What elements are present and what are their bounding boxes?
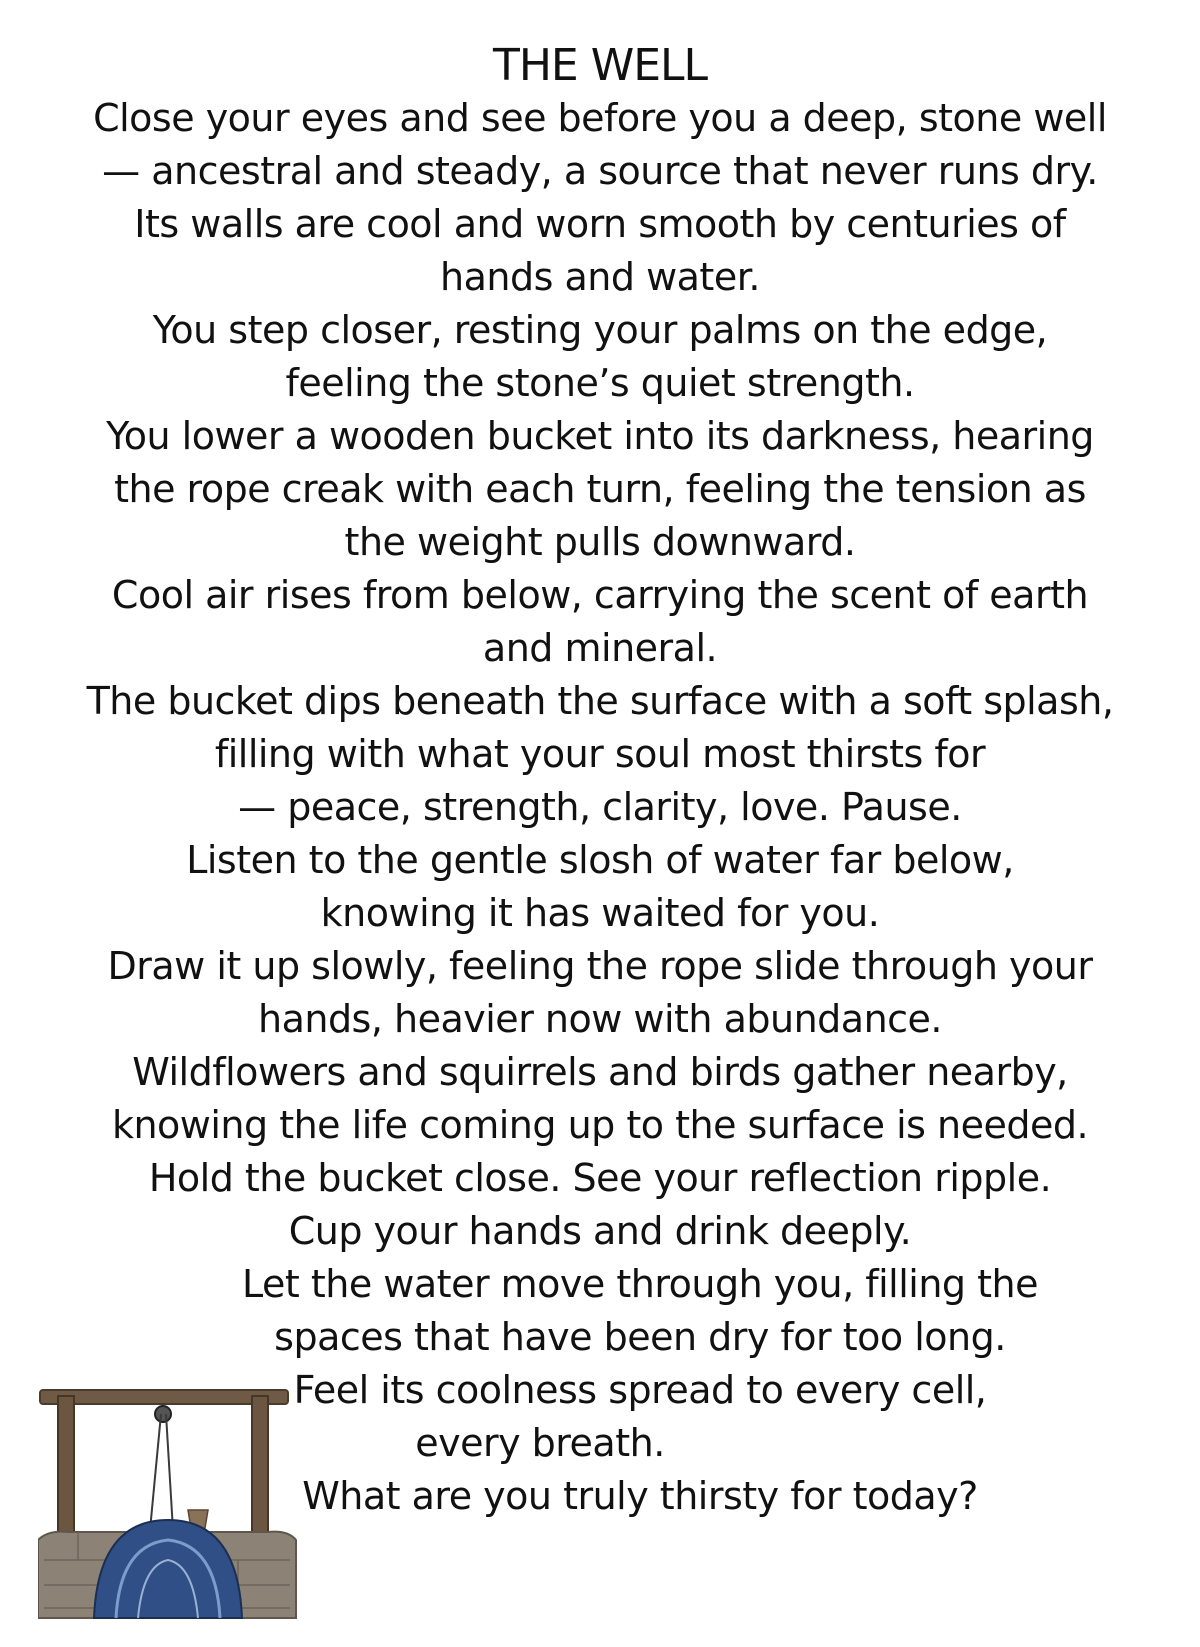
poem-line: — peace, strength, clarity, love. Pause. [238,785,962,829]
poem-line: and mineral. [482,626,718,670]
poem-line: the rope creak with each turn, feeling the tension as [114,467,1086,511]
poem-line: Listen to the gentle slosh of water far below, [186,838,1014,882]
poem-line: Close your eyes and see before you a deep, stone well [93,96,1107,140]
poem-line: Let the water move through you, filling the [242,1262,1038,1306]
poem-line: Hold the bucket close. See your reflection ripple. [148,1156,1052,1200]
poem-line: hands, heavier now with abundance. [257,997,942,1041]
poem-line: hands and water. [440,255,760,299]
poem-line: The bucket dips beneath the surface with a soft splash, [86,679,1114,723]
poem-line: You step closer, resting your palms on the edge, [152,308,1048,352]
poem-line: Feel its coolness spread to every cell, [293,1368,987,1412]
poem-line: knowing the life coming up to the surface is needed. [111,1103,1089,1147]
stone-well-icon [38,1380,298,1620]
poem-line: feeling the stone’s quiet strength. [285,361,915,405]
poem-line: Draw it up slowly, feeling the rope slide through your [107,944,1093,988]
poem-line: Its walls are cool and worn smooth by centuries of [134,202,1066,246]
poem-line: knowing it has waited for you. [320,891,880,935]
poem-line: You lower a wooden bucket into its darkness, hearing [106,414,1094,458]
poem-line: Cup your hands and drink deeply. [288,1209,912,1253]
poem-line: the weight pulls downward. [344,520,856,564]
page-title: THE WELL [492,40,708,91]
poem-line: What are you truly thirsty for today? [302,1474,978,1518]
poem-line: every breath. [415,1421,665,1465]
poem-line: — ancestral and steady, a source that never runs dry. [102,149,1098,193]
poem-line: filling with what your soul most thirsts for [214,732,986,776]
poem-line: Cool air rises from below, carrying the scent of earth [111,573,1089,617]
poem-line: Wildflowers and squirrels and birds gather nearby, [132,1050,1068,1094]
poem-line: spaces that have been dry for too long. [274,1315,1006,1359]
